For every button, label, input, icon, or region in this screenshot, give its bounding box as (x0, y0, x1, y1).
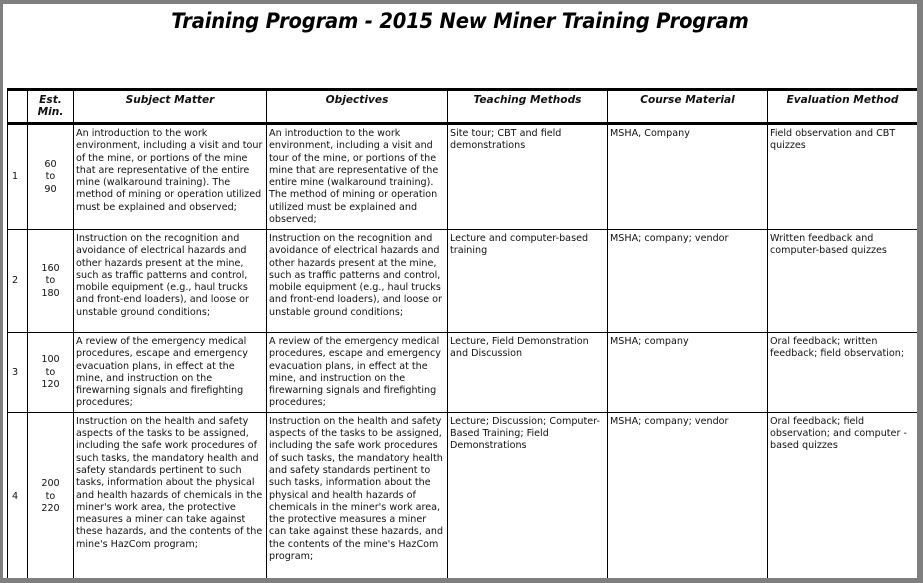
header-teaching-methods: Teaching Methods (448, 90, 608, 124)
header-subject-matter: Subject Matter (74, 90, 267, 124)
table-row (8, 333, 918, 413)
document-page (3, 4, 917, 578)
objectives: An introduction to the work environment, including a visit and tour of the mine, or portions of the mine that are representative of the entire mine (walkaround training). The method of mining or operation utilized must be explained and observed; (267, 124, 448, 230)
est-min (28, 230, 74, 333)
row-number: 1 (8, 124, 28, 230)
est-min (28, 124, 74, 230)
subject-matter: A review of the emergency medical procedures, escape and emergency evacuation plans, in effect at the mine, and instruction on the firewarning signals and firefighting procedures; (74, 333, 267, 413)
subject-matter: Instruction on the health and safety aspects of the tasks to be assigned, including the safe work procedures of such tasks, the mandatory health and safety standards pertinent to such tasks, information about the physical and health hazards of chemicals in the miner's work area, the protective measures a miner can take against these hazards, and the contents of the mine's HazCom program; (74, 412, 267, 578)
page-title: Training Program - 2015 New Miner Training Program (171, 9, 749, 33)
row-number: 2 (8, 230, 28, 333)
course-material: MSHA; company; vendor (608, 412, 768, 578)
teaching-methods: Lecture; Discussion; Computer-Based Training; Field Demonstrations (448, 412, 608, 578)
est-min-value: 200 to 220 (41, 478, 60, 514)
course-material: MSHA, Company (608, 124, 768, 230)
header-number (8, 90, 28, 124)
est-min-value: 100 to 120 (41, 354, 60, 391)
teaching-methods: Lecture and computer-based training (448, 230, 608, 333)
header-course-material: Course Material (608, 90, 768, 124)
evaluation-method: Field observation and CBT quizzes (768, 124, 918, 230)
subject-matter: Instruction on the recognition and avoidance of electrical hazards and other hazards present at the mine, such as traffic patterns and control, mobile equipment (e.g., haul trucks and front-end loaders), and loose or unstable ground conditions; (74, 230, 267, 333)
evaluation-method: Written feedback and computer-based quizzes (768, 230, 918, 333)
objectives: Instruction on the health and safety aspects of the tasks to be assigned, including the safe work procedures of such tasks, the mandatory health and safety standards pertinent to such tasks, information about the physical and health hazards of chemicals in the miner's work area, the protective measures a miner can take against these hazards, and the contents of the mine's HazCom program; (267, 412, 448, 578)
teaching-methods: Lecture, Field Demonstration and Discussion (448, 333, 608, 413)
est-min (28, 412, 74, 578)
objectives: Instruction on the recognition and avoidance of electrical hazards and other hazards present at the mine, such as traffic patterns and control, mobile equipment (e.g., haul trucks and front-end loaders), and loose or unstable ground conditions; (267, 230, 448, 333)
table-header-row (8, 90, 918, 124)
row-number: 4 (8, 412, 28, 578)
header-evaluation-method: Evaluation Method (768, 90, 918, 124)
evaluation-method: Oral feedback; written feedback; field observation; (768, 333, 918, 413)
header-est-min-label: Est. Min. (37, 94, 64, 118)
course-material: MSHA; company; vendor (608, 230, 768, 333)
subject-matter: An introduction to the work environment, including a visit and tour of the mine, or portions of the mine that are representative of the entire mine (walkaround training). The method of mining or operation utilized must be explained and observed; (74, 124, 267, 230)
training-program-table (7, 88, 917, 578)
est-min-value: 60 to 90 (44, 159, 57, 195)
table-row (8, 412, 918, 578)
teaching-methods: Site tour; CBT and field demonstrations (448, 124, 608, 230)
table-row (8, 230, 918, 333)
row-number: 3 (8, 333, 28, 413)
course-material: MSHA; company (608, 333, 768, 413)
objectives: A review of the emergency medical procedures, escape and emergency evacuation plans, in effect at the mine, and instruction on the firewarning signals and firefighting procedures; (267, 333, 448, 413)
header-objectives: Objectives (267, 90, 448, 124)
evaluation-method: Oral feedback; field observation; and computer -based quizzes (768, 412, 918, 578)
table-row (8, 124, 918, 230)
est-min-value: 160 to 180 (41, 263, 60, 299)
header-est-min (28, 90, 74, 124)
est-min (28, 333, 74, 413)
